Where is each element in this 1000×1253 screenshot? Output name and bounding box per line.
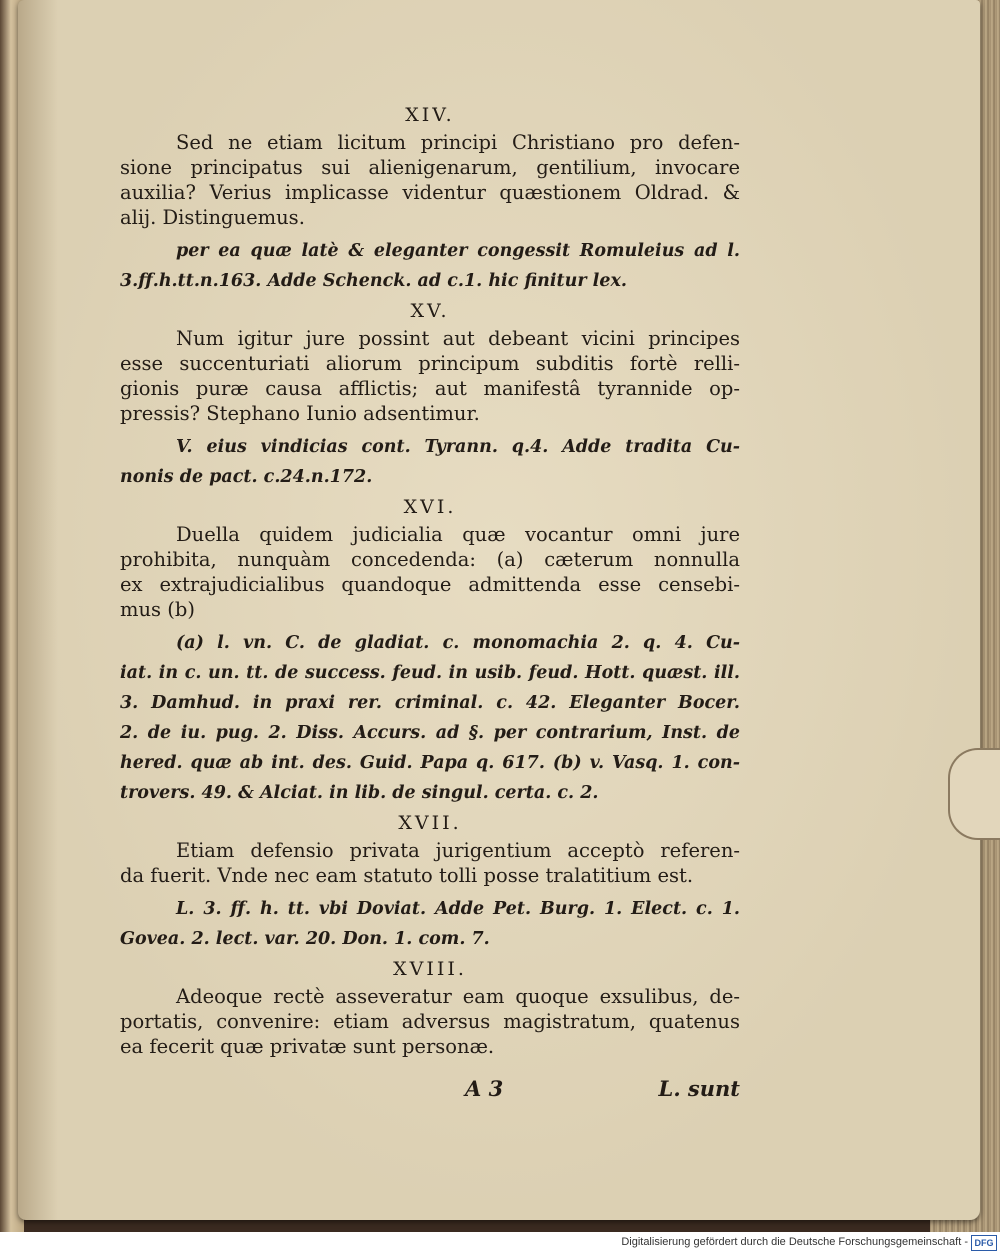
note-line: 2. de iu. pug. 2. Diss. Accurs. ad §. per contrarium, Inst. de xyxy=(120,723,740,743)
text-line: Adeoque rectè asseveratur eam quoque exsulibus, de- xyxy=(176,985,740,1008)
page-footer xyxy=(120,1076,740,1106)
funding-credit: Digitalisierung gefördert durch die Deutsche Forschungsgemeinschaft - xyxy=(621,1236,968,1248)
section-heading-xvi: XVI. xyxy=(403,496,457,518)
catchword: L. sunt xyxy=(658,1076,740,1101)
note-line: Govea. 2. lect. var. 20. Don. 1. com. 7. xyxy=(120,929,490,949)
text-line: pressis? Stephano Iunio adsentimur. xyxy=(120,402,480,425)
note-line: iat. in c. un. tt. de success. feud. in usib. feud. Hott. quæst. ill. xyxy=(120,663,740,683)
note-line: nonis de pact. c.24.n.172. xyxy=(120,467,373,487)
dfg-logo: DFG xyxy=(971,1235,997,1251)
text-line: ea fecerit quæ privatæ sunt personæ. xyxy=(120,1035,495,1058)
text-line: portatis, convenire: etiam adversus magistratum, quatenus xyxy=(120,1010,740,1033)
text-line: ex extrajudicialibus quandoque admittenda esse censebi- xyxy=(120,573,740,596)
section-heading-xvii: XVII. xyxy=(398,812,462,834)
section-heading-xviii: XVIII. xyxy=(393,958,467,980)
note-line: 3.ff.h.tt.n.163. Adde Schenck. ad c.1. hic finitur lex. xyxy=(120,271,627,291)
note-line: per ea quæ latè & eleganter congessit Romuleius ad l. xyxy=(176,241,740,261)
section-heading-xiv: XIV. xyxy=(405,104,455,126)
page-text xyxy=(120,100,740,1059)
text-line: mus (b) xyxy=(120,598,195,621)
text-line: Etiam defensio privata jurigentium acceptò referen- xyxy=(176,839,740,862)
text-line: Num igitur jure possint aut debeant vicini principes xyxy=(176,327,740,350)
text-line: gionis puræ causa afflictis; aut manifestâ tyrannide op- xyxy=(120,377,740,400)
text-line: Sed ne etiam licitum principi Christiano pro defen- xyxy=(176,131,740,154)
note-line: trovers. 49. & Alciat. in lib. de singul. certa. c. 2. xyxy=(120,783,599,803)
note-line: V. eius vindicias cont. Tyrann. q.4. Adde tradita Cu- xyxy=(176,437,740,457)
text-line: auxilia? Verius implicasse videntur quæstionem Oldrad. & xyxy=(120,181,740,204)
signature-mark: A 3 xyxy=(465,1076,504,1101)
note-line: (a) l. vn. C. de gladiat. c. monomachia 2. q. 4. Cu- xyxy=(176,633,740,653)
text-line: sione principatus sui alienigenarum, gentilium, invocare xyxy=(120,156,740,179)
page-clip xyxy=(948,748,1000,840)
text-line: da fuerit. Vnde nec eam statuto tolli posse tralatitium est. xyxy=(120,864,694,887)
text-line: prohibita, nunquàm concedenda: (a) cæterum nonnulla xyxy=(120,548,740,571)
section-heading-xv: XV. xyxy=(410,300,450,322)
text-line: alij. Distinguemus. xyxy=(120,206,305,229)
credit-bar xyxy=(0,1232,1000,1253)
note-line: L. 3. ff. h. tt. vbi Doviat. Adde Pet. Burg. 1. Elect. c. 1. xyxy=(176,899,740,919)
note-line: hered. quæ ab int. des. Guid. Papa q. 617. (b) v. Vasq. 1. con- xyxy=(120,753,740,773)
note-line: 3. Damhud. in praxi rer. criminal. c. 42. Eleganter Bocer. xyxy=(120,693,740,713)
text-line: esse succenturiati aliorum principum subditis fortè relli- xyxy=(120,352,740,375)
text-line: Duella quidem judicialia quæ vocantur omni jure xyxy=(176,523,740,546)
